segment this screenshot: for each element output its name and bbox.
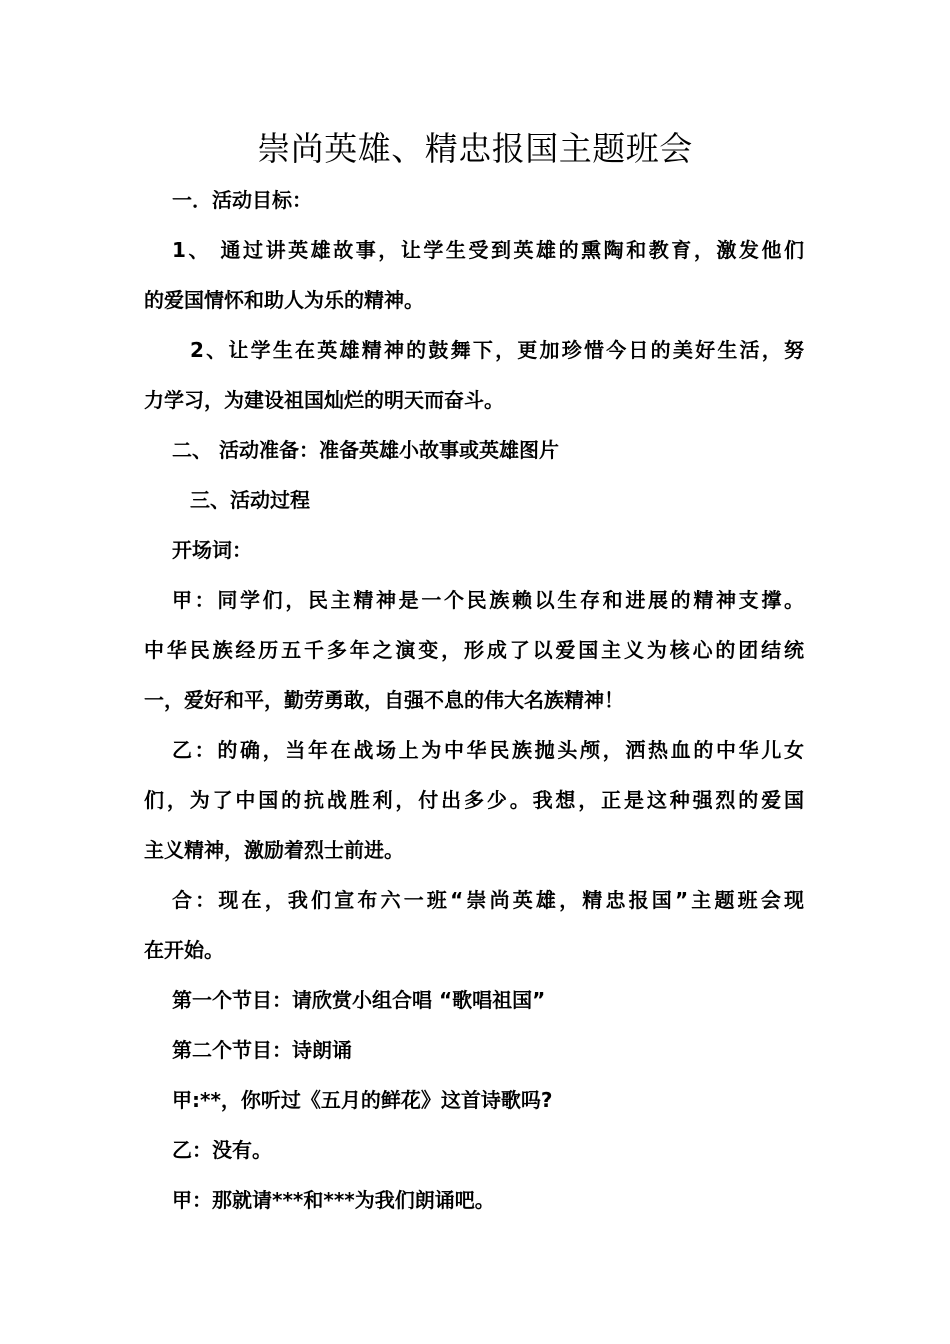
speech-b-line-1: 乙：的确，当年在战场上为中华民族抛头颅，洒热血的中华儿女 [172,738,804,762]
goal-2-line-2: 力学习，为建设祖国灿烂的明天而奋斗。 [144,388,504,412]
program-item-1: 第一个节目：请欣赏小组合唱 “歌唱祖国” [172,988,546,1012]
speech-a-line-3: 一，爱好和平，勤劳勇敢，自强不息的伟大名族精神！ [144,688,624,712]
goal-1-line-1: 1、 通过讲英雄故事，让学生受到英雄的熏陶和教育，激发他们 [172,238,804,262]
program-item-2: 第二个节目：诗朗诵 [172,1038,352,1062]
speech-b-line-2: 们，为了中国的抗战胜利，付出多少。我想，正是这种强烈的爱国 [144,788,804,812]
opening-remarks-label: 开场词： [172,538,252,562]
dialogue-a-invite: 甲：那就请***和***为我们朗诵吧。 [172,1188,495,1212]
heading-activity-goals: 一．活动目标： [172,188,312,212]
speech-b-line-3: 主义精神，激励着烈士前进。 [144,838,404,862]
speech-together-line-2: 在开始。 [144,938,224,962]
speech-a-line-2: 中华民族经历五千多年之演变，形成了以爱国主义为核心的团结统 [144,638,804,662]
heading-activity-preparation: 二、 活动准备：准备英雄小故事或英雄图片 [172,438,559,462]
dialogue-a-question: 甲:**，你听过《五月的鲜花》这首诗歌吗? [172,1088,553,1112]
heading-activity-process: 三、活动过程 [190,488,310,512]
document-title: 崇尚英雄、精忠报国主题班会 [257,129,693,168]
goal-1-line-2: 的爱国情怀和助人为乐的精神。 [144,288,424,312]
speech-together-line-1: 合：现在，我们宣布六一班“崇尚英雄，精忠报国”主题班会现 [172,888,804,912]
dialogue-b-answer: 乙：没有。 [172,1138,272,1162]
goal-2-line-1: 2、让学生在英雄精神的鼓舞下，更加珍惜今日的美好生活，努 [190,338,804,362]
speech-a-line-1: 甲：同学们，民主精神是一个民族赖以生存和进展的精神支撑。 [172,588,804,612]
